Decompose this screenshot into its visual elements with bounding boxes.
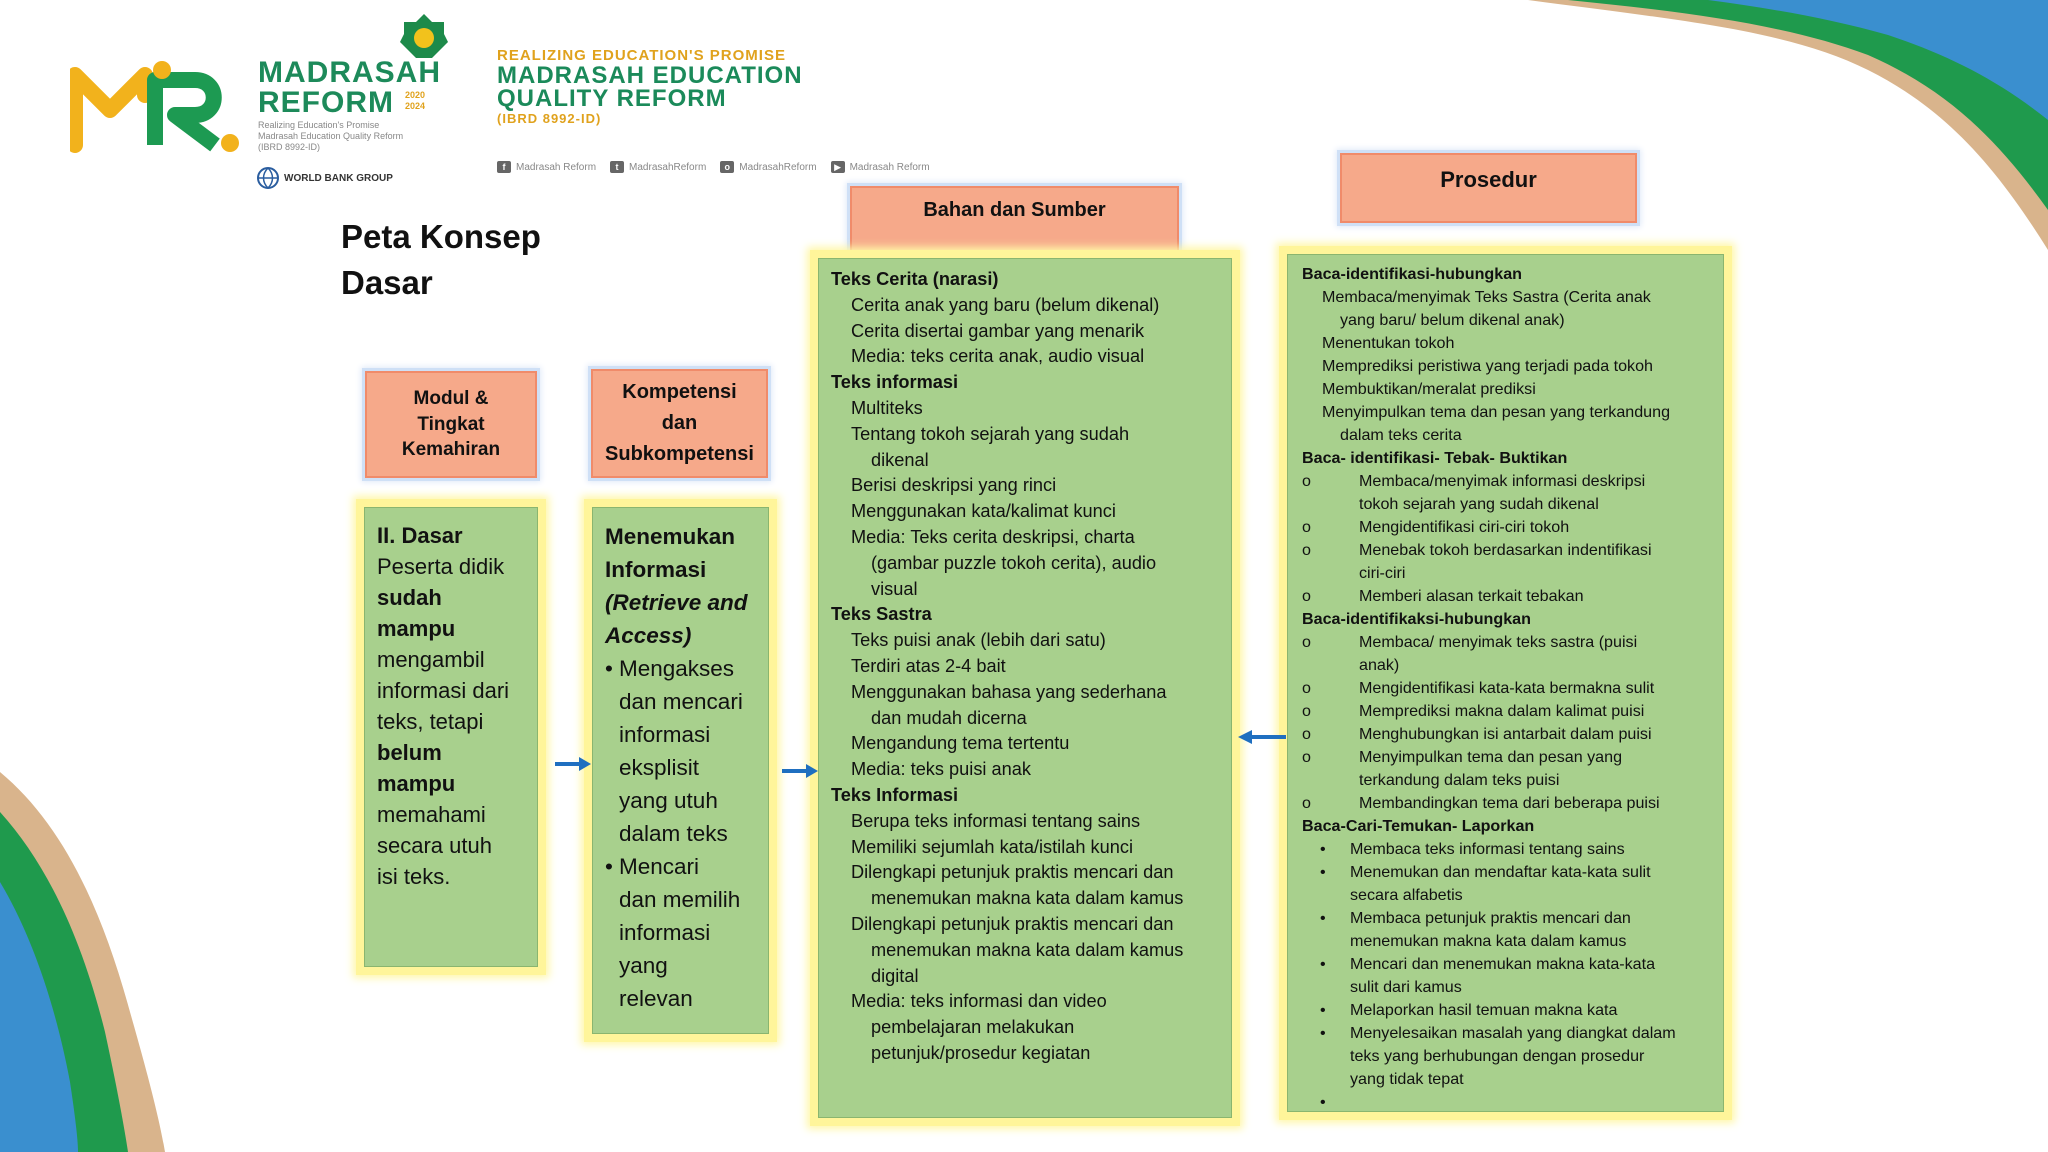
prosedur-list-item (1302, 585, 1709, 608)
prosedur-box (1279, 246, 1732, 1120)
prosedur-list-item (1302, 953, 1709, 976)
prosedur-list-item (1302, 493, 1709, 516)
modul-text-7: isi teks. (377, 864, 451, 889)
worldbank-label: WORLD BANK GROUP (284, 172, 393, 184)
page-title (341, 214, 541, 306)
bahan-section-heading: Teks Sastra (831, 604, 932, 625)
prosedur-item: Membuktikan/meralat prediksi (1322, 380, 1536, 398)
prosedur-item-text: tokoh sejarah yang sudah dikenal (1359, 495, 1599, 513)
bullet-icon: • (1320, 863, 1326, 881)
bahan-item: Media: Teks cerita deskripsi, charta (851, 526, 1135, 547)
prosedur-section-heading: Baca-identifikasi-hubungkan (1302, 265, 1522, 283)
kompetensi-b1-line: Mengakses (619, 656, 735, 681)
social-twitter[interactable] (610, 161, 706, 173)
bahan-item: Cerita anak yang baru (belum dikenal) (851, 294, 1160, 315)
bullet-slot (1302, 999, 1350, 1022)
circle-bullet-icon: o (1302, 633, 1311, 651)
bahan-item: Mengandung tema tertentu (851, 733, 1070, 754)
bahan-item: digital (871, 965, 919, 986)
header-tagline: REALIZING EDUCATION'S PROMISE (497, 47, 786, 64)
prosedur-item-text: yang tidak tepat (1350, 1070, 1464, 1088)
bullet-slot (1302, 953, 1350, 976)
kompetensi-italic-1: (Retrieve and (605, 590, 748, 615)
logo-line-madrasah: MADRASAH (258, 56, 441, 89)
kompetensi-b1-line: dalam teks (619, 821, 728, 846)
bahan-item: Cerita disertai gambar yang menarik (851, 320, 1145, 341)
social-facebook[interactable] (497, 161, 596, 173)
circle-bullet-icon: o (1302, 725, 1311, 743)
bahan-item: Dilengkapi petunjuk praktis mencari dan (851, 913, 1174, 934)
modul-text-4: teks, tetapi (377, 709, 484, 734)
kompetensi-bullet-2 (605, 850, 756, 1015)
prosedur-section-heading: Baca-Cari-Temukan- Laporkan (1302, 817, 1535, 835)
bahan-section-heading: Teks Informasi (831, 784, 959, 805)
header-project-id: (IBRD 8992-ID) (497, 111, 602, 126)
kompetensi-title-2: Informasi (605, 557, 707, 582)
social-instagram-label: MadrasahReform (739, 161, 817, 173)
circle-bullet-icon: o (1302, 748, 1311, 766)
modul-header-line1: Modul & (413, 388, 489, 410)
social-facebook-label: Madrasah Reform (516, 161, 597, 173)
bullet-icon: • (1320, 1024, 1326, 1042)
prosedur-item-text: Mengidentifikasi kata-kata bermakna sulit (1359, 679, 1655, 697)
social-instagram[interactable] (720, 161, 816, 173)
youtube-icon: ▶ (831, 161, 845, 173)
kompetensi-content (592, 507, 769, 1034)
worldbank-logo (256, 166, 393, 190)
kompetensi-b2-line: relevan (619, 986, 693, 1011)
bahan-item: Terdiri atas 2-4 bait (851, 655, 1006, 676)
kompetensi-b1-line: yang utuh (619, 788, 718, 813)
kompetensi-b2-line: Mencari (619, 854, 700, 879)
page-title-line1: Peta Konsep (341, 218, 541, 255)
prosedur-item: Memprediksi peristiwa yang terjadi pada tokoh (1322, 357, 1653, 375)
bullet-slot (1302, 884, 1350, 907)
prosedur-list-item (1302, 516, 1709, 539)
social-youtube-label: Madrasah Reform (849, 161, 930, 173)
prosedur-item-text: Mencari dan menemukan makna kata-kata (1350, 955, 1656, 973)
mr-logo-icon (70, 55, 250, 155)
prosedur-header-label: Prosedur (1440, 167, 1537, 192)
prosedur-list-item (1302, 1091, 1709, 1112)
prosedur-list-item (1302, 746, 1709, 769)
bahan-item: Memiliki sejumlah kata/istilah kunci (851, 836, 1134, 857)
prosedur-list-item (1302, 838, 1709, 861)
globe-icon (256, 166, 280, 190)
bullet-slot (1302, 1091, 1350, 1112)
prosedur-item-text: terkandung dalam teks puisi (1359, 771, 1560, 789)
prosedur-item-text: Membaca petunjuk praktis mencari dan (1350, 909, 1631, 927)
prosedur-item: yang baru/ belum dikenal anak) (1340, 311, 1565, 329)
logo-tagline-3: (IBRD 8992-ID) (258, 142, 321, 152)
bahan-item: Teks puisi anak (lebih dari satu) (851, 630, 1106, 651)
prosedur-header-box (1340, 153, 1637, 223)
prosedur-list-item (1302, 976, 1709, 999)
prosedur-list-item (1302, 999, 1709, 1022)
prosedur-item-text (1350, 1091, 1709, 1112)
kompetensi-b2-line: dan memilih (619, 887, 741, 912)
prosedur-list-item (1302, 1045, 1709, 1068)
bullet-icon: • (1320, 955, 1326, 973)
facebook-icon: f (497, 161, 511, 173)
prosedur-list-item (1302, 1068, 1709, 1091)
circle-bullet-icon: o (1302, 472, 1311, 490)
bahan-item: dan mudah dicerna (871, 707, 1027, 728)
prosedur-item: Menyimpulkan tema dan pesan yang terkandung (1322, 403, 1671, 421)
bahan-item: Menggunakan bahasa yang sederhana (851, 681, 1167, 702)
bullet-icon: • (1320, 1001, 1326, 1019)
bahan-item: Media: teks puisi anak (851, 759, 1031, 780)
bahan-item: Media: teks cerita anak, audio visual (851, 346, 1145, 367)
prosedur-item-text: menemukan makna kata dalam kamus (1350, 932, 1627, 950)
bullet-slot (1302, 838, 1350, 861)
kompetensi-b1-line: informasi (619, 722, 711, 747)
prosedur-list-item (1302, 723, 1709, 746)
header-title-line2: QUALITY REFORM (497, 85, 727, 112)
bahan-box (810, 250, 1240, 1126)
social-youtube[interactable] (831, 161, 930, 173)
social-twitter-label: MadrasahReform (629, 161, 707, 173)
social-links (497, 161, 930, 173)
prosedur-item-text: Memprediksi makna dalam kalimat puisi (1359, 702, 1645, 720)
prosedur-item-text: anak) (1359, 656, 1400, 674)
bahan-item: Tentang tokoh sejarah yang sudah (851, 423, 1130, 444)
bullet-icon: • (605, 854, 613, 879)
prosedur-item-text: Menebak tokoh berdasarkan indentifikasi (1359, 541, 1652, 559)
prosedur-list-item (1302, 930, 1709, 953)
bahan-item: Dilengkapi petunjuk praktis mencari dan (851, 862, 1174, 883)
modul-text-1: Peserta didik (377, 554, 505, 579)
logo-years-top: 2020 (405, 90, 426, 100)
bullet-icon: • (605, 656, 613, 681)
circle-bullet-icon: o (1302, 587, 1311, 605)
bullet-icon: • (1320, 1093, 1326, 1111)
prosedur-list-item (1302, 861, 1709, 884)
modul-box (356, 499, 546, 975)
prosedur-item-text: sulit dari kamus (1350, 978, 1462, 996)
bahan-item: menemukan makna kata dalam kamus (871, 939, 1184, 960)
kompetensi-italic-2: Access) (605, 623, 692, 648)
ministry-emblem-icon (398, 12, 450, 60)
circle-bullet-icon: o (1302, 702, 1311, 720)
modul-header-line3: Kemahiran (401, 439, 501, 461)
bullet-spacer (1302, 769, 1359, 792)
logo-tagline-2: Madrasah Education Quality Reform (258, 131, 404, 141)
bullet-slot (1302, 1022, 1350, 1045)
prosedur-item: Menentukan tokoh (1322, 334, 1455, 352)
arrow-left-icon (1236, 727, 1288, 747)
prosedur-list-item (1302, 1022, 1709, 1045)
kompetensi-bullet-1 (605, 652, 756, 850)
prosedur-item-text: Membaca/ menyimak teks sastra (puisi (1359, 633, 1638, 651)
bullet-spacer (1302, 562, 1359, 585)
modul-header-box (365, 371, 537, 478)
bullet-slot (1302, 1068, 1350, 1091)
bahan-item: pembelajaran melakukan (871, 1017, 1075, 1038)
kompetensi-b2-line: yang (619, 953, 668, 978)
prosedur-item-text: Membandingkan tema dari beberapa puisi (1359, 794, 1660, 812)
modul-text-6: secara utuh (377, 833, 492, 858)
bahan-header-box (850, 186, 1179, 252)
bullet-spacer (1302, 654, 1359, 677)
bahan-item: petunjuk/prosedur kegiatan (871, 1042, 1091, 1063)
logo-tagline-1: Realizing Education's Promise (258, 120, 380, 130)
modul-bold-2: mampu (377, 616, 456, 641)
modul-content (364, 507, 538, 967)
kompetensi-header-line1: Kompetensi (622, 381, 737, 403)
decorative-wave-bottom-left (0, 752, 180, 1152)
prosedur-item-text: Menghubungkan isi antarbait dalam puisi (1359, 725, 1652, 743)
prosedur-list-item (1302, 884, 1709, 907)
modul-bold-3: belum (377, 740, 442, 765)
bullet-icon: • (1320, 840, 1326, 858)
prosedur-list-item (1302, 539, 1709, 562)
bullet-slot (1302, 907, 1350, 930)
kompetensi-box (584, 499, 777, 1042)
page-title-line2: Dasar (341, 264, 433, 301)
kompetensi-header-box (591, 369, 768, 478)
kompetensi-b1-line: eksplisit (619, 755, 700, 780)
prosedur-item-text: Menyelesaikan masalah yang diangkat dalam (1350, 1024, 1676, 1042)
bullet-slot (1302, 976, 1350, 999)
prosedur-section-heading: Baca- identifikasi- Tebak- Buktikan (1302, 449, 1568, 467)
prosedur-item-text: Membaca teks informasi tentang sains (1350, 840, 1625, 858)
madrasah-reform-logo (70, 55, 250, 155)
prosedur-item-text: Mengidentifikasi ciri-ciri tokoh (1359, 518, 1570, 536)
prosedur-list-item (1302, 769, 1709, 792)
modul-text-2: mengambil (377, 647, 485, 672)
prosedur-list-item (1302, 907, 1709, 930)
modul-text-5: memahami (377, 802, 486, 827)
bullet-slot (1302, 861, 1350, 884)
prosedur-list-item (1302, 654, 1709, 677)
bahan-item: Berupa teks informasi tentang sains (851, 810, 1141, 831)
bahan-item: Menggunakan kata/kalimat kunci (851, 501, 1116, 522)
arrow-right-icon (553, 754, 593, 774)
circle-bullet-icon: o (1302, 518, 1311, 536)
prosedur-content (1287, 254, 1724, 1112)
bullet-slot (1302, 1045, 1350, 1068)
bahan-item: Berisi deskripsi yang rinci (851, 475, 1057, 496)
prosedur-item-text: Membaca/menyimak informasi deskripsi (1359, 472, 1646, 490)
bullet-slot (1302, 930, 1350, 953)
logo-years-bottom: 2024 (405, 101, 426, 111)
prosedur-list-item (1302, 631, 1709, 654)
bahan-header-label: Bahan dan Sumber (923, 199, 1106, 221)
kompetensi-b2-line: informasi (619, 920, 711, 945)
instagram-icon: o (720, 161, 734, 173)
prosedur-item: Membaca/menyimak Teks Sastra (Cerita anak (1322, 288, 1651, 306)
prosedur-list-item (1302, 700, 1709, 723)
prosedur-list-item (1302, 470, 1709, 493)
prosedur-section-heading: Baca-identifikaksi-hubungkan (1302, 610, 1531, 628)
modul-bold-4: mampu (377, 771, 456, 796)
prosedur-item-text: Menyimpulkan tema dan pesan yang (1359, 748, 1623, 766)
prosedur-item-text: teks yang berhubungan dengan prosedur (1350, 1047, 1645, 1065)
kompetensi-title-1: Menemukan (605, 524, 736, 549)
modul-text-3: informasi dari (377, 678, 510, 703)
prosedur-item-text: secara alfabetis (1350, 886, 1463, 904)
prosedur-list-item (1302, 792, 1709, 815)
prosedur-list-item (1302, 562, 1709, 585)
bahan-section-heading: Teks informasi (831, 372, 959, 393)
bahan-item: Media: teks informasi dan video (851, 991, 1107, 1012)
bahan-item: visual (871, 578, 918, 599)
prosedur-item-text: Melaporkan hasil temuan makna kata (1350, 1001, 1618, 1019)
bahan-item: menemukan makna kata dalam kamus (871, 888, 1184, 909)
modul-level: II. Dasar (377, 523, 463, 548)
header-title-line1: MADRASAH EDUCATION (497, 62, 803, 89)
bullet-icon: • (1320, 909, 1326, 927)
bahan-section-heading: Teks Cerita (narasi) (831, 269, 999, 289)
kompetensi-b1-line: dan mencari (619, 689, 743, 714)
arrow-right-icon (780, 761, 820, 781)
prosedur-item: dalam teks cerita (1340, 426, 1462, 444)
modul-bold-1: sudah (377, 585, 442, 610)
logo-line-reform: REFORM (258, 86, 394, 119)
bahan-content (818, 258, 1232, 1118)
prosedur-item-text: ciri-ciri (1359, 564, 1406, 582)
bahan-item: dikenal (871, 449, 929, 470)
bullet-spacer (1302, 493, 1359, 516)
twitter-icon: t (610, 161, 624, 173)
bahan-item: Multiteks (851, 397, 923, 418)
prosedur-item-text: Menemukan dan mendaftar kata-kata sulit (1350, 863, 1651, 881)
prosedur-list-item (1302, 677, 1709, 700)
kompetensi-header-line2: dan (661, 412, 698, 434)
modul-header-line2: Tingkat (417, 413, 485, 435)
circle-bullet-icon: o (1302, 794, 1311, 812)
prosedur-item-text: Memberi alasan terkait tebakan (1359, 587, 1584, 605)
kompetensi-header-line3: Subkompetensi (605, 443, 754, 465)
circle-bullet-icon: o (1302, 541, 1311, 559)
bahan-item: (gambar puzzle tokoh cerita), audio (871, 552, 1157, 573)
circle-bullet-icon: o (1302, 679, 1311, 697)
